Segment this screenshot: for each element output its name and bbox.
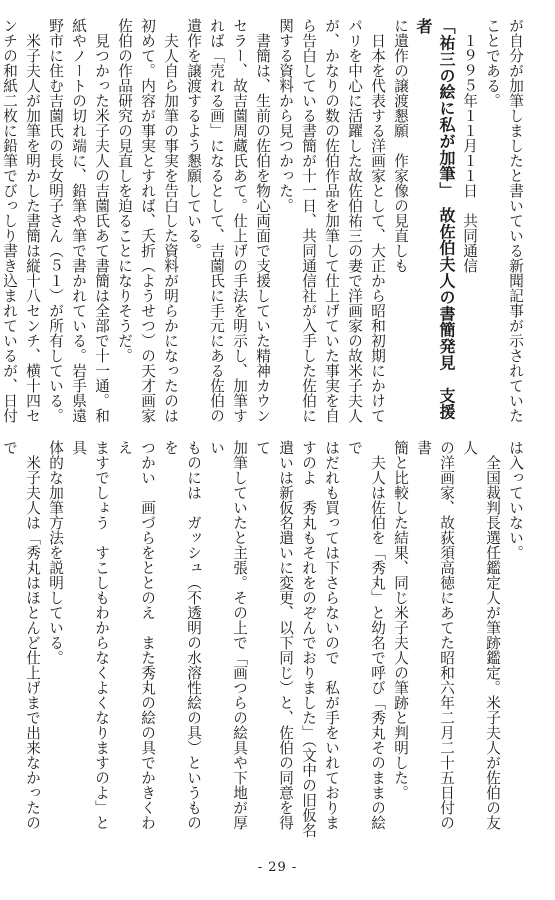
headline-line: 「祐三の絵に私が加筆」 故佐伯夫人の書簡発見 支援者	[414, 18, 456, 420]
page-number: - 29 -	[257, 860, 298, 875]
text-line: つかい 画づらをととのえ また秀丸の絵の具でかきくわえ	[116, 440, 156, 830]
text-line: ンチの和紙二枚に鉛筆でびっしり書き込まれているが、日付	[1, 18, 18, 423]
text-line: ことである。	[484, 18, 501, 108]
text-line: 全国裁判長選任鑑定人が筆跡鑑定。米子夫人が佐伯の友人	[461, 440, 501, 830]
text-line: 加筆していたと主張。その上で「画つらの絵具や下地が厚い	[208, 440, 248, 830]
text-line: 遺作を譲渡するよう懇願している。	[185, 18, 202, 258]
text-line: 遣いは新仮名遣いに変更、以下同じ）と、佐伯の同意を得て	[254, 440, 294, 830]
lower-text-block	[1, 440, 527, 840]
text-line: セラー、故吉薗周蔵氏あて。仕上げの手法を明示し、加筆す	[231, 18, 248, 423]
text-line: 夫人は佐伯を「秀丸」と幼名で呼び「秀丸そのままの絵で	[346, 440, 386, 830]
text-line: １９９５年１１月１１日 共同通信	[461, 18, 478, 273]
text-line: 野市に住む吉薗氏の長女明子さん（５１）が所有している。	[47, 18, 64, 423]
text-line: が、かなりの数の佐伯作品を加筆して仕上げていた事実を自	[323, 18, 340, 423]
text-line: 米子夫人が加筆を明かした書簡は縦十八センチ、横十四セ	[24, 18, 41, 423]
text-line: の洋画家、故荻須高徳にあてた昭和六年二月二十五日付の書	[415, 440, 455, 830]
text-line: 関する資料から見つかった。	[277, 18, 294, 213]
upper-text-block	[1, 18, 527, 423]
text-line: 佐伯の作品研究の見直しを迫ることになりそうだ。	[116, 18, 133, 363]
text-line: ますでしょう すこしもわからなくよくなりますのよ」と具	[70, 440, 110, 830]
text-line: 紙やノートの切れ端に、鉛筆や筆で書かれている。岩手県遠	[70, 18, 87, 423]
text-line: ら告白している書簡が十一日、共同通信社が入手した佐伯に	[300, 18, 317, 423]
text-line: 簡と比較した結果、同じ米子夫人の筆跡と判明した。	[392, 440, 409, 800]
text-line: 初めて。内容が事実とすれば、夭折（ようせつ）の天才画家	[139, 18, 156, 423]
text-line: は入っていない。	[507, 440, 524, 560]
text-line: 夫人自ら加筆の事実を告白した資料が明らかになったのは	[162, 18, 179, 423]
text-line: すのよ 秀丸もそれをのぞんでおりました」（文中の旧仮名	[300, 440, 317, 838]
text-line: 見つかった米子夫人の吉薗氏あて書簡は全部で十一通。和	[93, 18, 110, 423]
text-line: が自分が加筆しましたと書いている新聞記事が示されていた	[507, 18, 524, 423]
text-line: はだれも買っては下さらないので 私が手をいれておりま	[323, 440, 340, 830]
text-line: 書簡は、生前の佐伯を物心両面で支援していた精神カウン	[254, 18, 271, 423]
text-line: に遺作の譲渡懇願 作家像の見直しも	[392, 18, 409, 273]
text-line: 体的な加筆方法を説明している。	[47, 440, 64, 665]
text-line: パリを中心に活躍した故佐伯祐三の妻で洋画家の故米子夫人	[346, 18, 363, 423]
text-line: ものには ガッシュ（不透明の水溶性絵の具）というものを	[162, 440, 202, 830]
text-line: れば「売れる画」になるとして、吉薗氏に手元にある佐伯の	[208, 18, 225, 423]
text-line: 米子夫人は「秀丸はほとんど仕上げまで出来なかったので	[1, 440, 41, 830]
text-line: 日本を代表する洋画家として、大正から昭和初期にかけて	[369, 18, 386, 423]
